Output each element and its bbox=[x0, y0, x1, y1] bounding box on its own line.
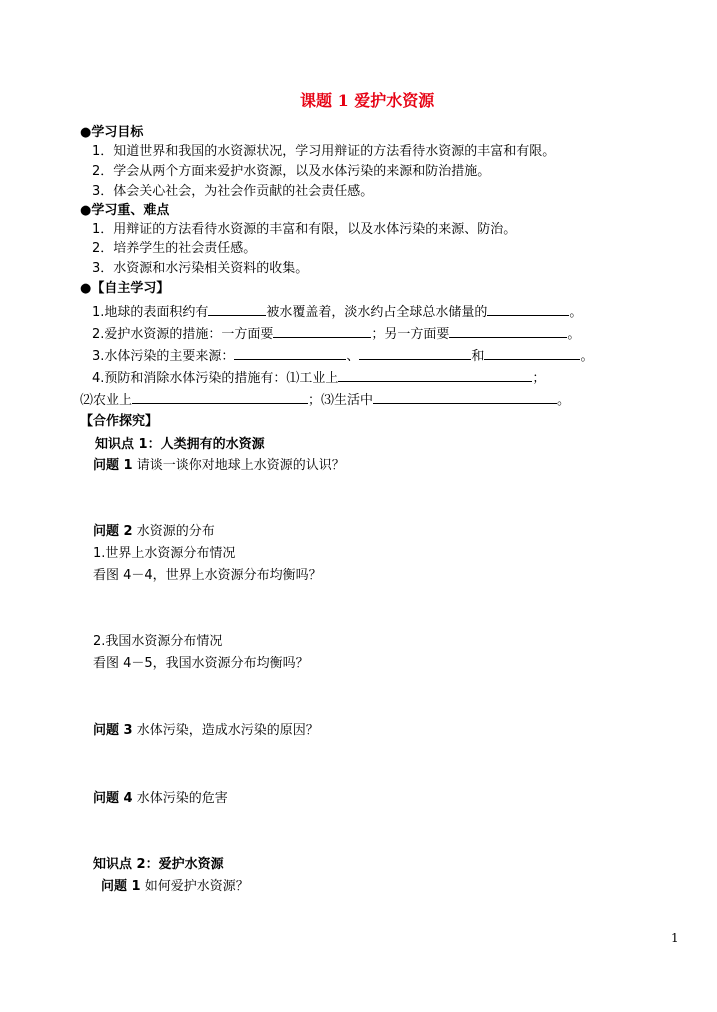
page-number: 1 bbox=[671, 931, 679, 945]
problem-4 bbox=[93, 790, 228, 808]
fill-question-2 bbox=[92, 324, 580, 344]
fill-question-3 bbox=[92, 346, 593, 366]
fill-question-2-part-c: 。 bbox=[567, 327, 581, 342]
problem-2-sub-1: 1.世界上水资源分布情况 bbox=[93, 546, 236, 561]
problem-4-label: 问题 4 bbox=[93, 791, 133, 806]
keypoint-item-1: 1．用辩证的方法看待水资源的丰富和有限，以及水体污染的来源、防治。 bbox=[92, 222, 517, 237]
fill-question-2-part-b: ；另一方面要 bbox=[371, 327, 450, 342]
answer-blank[interactable] bbox=[449, 324, 567, 338]
problem-1-label: 问题 1 bbox=[93, 458, 133, 473]
keypoint-item-3: 3．水资源和水污染相关资料的收集。 bbox=[92, 261, 309, 276]
fill-question-3-part-b: 、 bbox=[346, 349, 360, 364]
problem-5-label: 问题 1 bbox=[101, 879, 141, 894]
fill-question-4-cont-part-a: ⑵农业上 bbox=[80, 393, 133, 408]
goal-item-2: 2．学会从两个方面来爱护水资源，以及水体污染的来源和防治措施。 bbox=[92, 164, 491, 179]
problem-3-label: 问题 3 bbox=[93, 723, 133, 738]
answer-blank[interactable] bbox=[338, 368, 532, 382]
answer-blank[interactable] bbox=[484, 346, 580, 360]
fill-question-4 bbox=[92, 368, 545, 388]
fill-question-4-part-a: 4.预防和消除水体污染的措施有：⑴工业上 bbox=[92, 371, 339, 386]
answer-blank[interactable] bbox=[487, 302, 569, 316]
problem-2-sub-2: 2.我国水资源分布情况 bbox=[93, 634, 223, 649]
fill-question-4-part-b: ； bbox=[532, 371, 546, 386]
fill-question-4-cont bbox=[80, 390, 570, 410]
coop-heading: 【合作探究】 bbox=[80, 414, 159, 429]
goals-heading: ●学习目标 bbox=[80, 125, 144, 140]
problem-3 bbox=[93, 722, 319, 740]
fill-question-1 bbox=[92, 302, 582, 322]
fill-question-1-part-c: 。 bbox=[569, 305, 583, 320]
knowledge-point-2: 知识点 2：爱护水资源 bbox=[93, 857, 224, 872]
fill-question-3-part-c: 和 bbox=[471, 349, 485, 364]
goal-item-1: 1．知道世界和我国的水资源状况，学习用辩证的方法看待水资源的丰富和有限。 bbox=[92, 144, 556, 159]
problem-5 bbox=[101, 878, 249, 896]
fill-question-2-part-a: 2.爱护水资源的措施：一方面要 bbox=[92, 327, 274, 342]
answer-blank[interactable] bbox=[234, 346, 346, 360]
fill-question-4-cont-part-b: ；⑶生活中 bbox=[308, 393, 374, 408]
problem-2-sub-1-question: 看图 4－4，世界上水资源分布均衡吗？ bbox=[93, 568, 322, 583]
fill-question-3-part-d: 。 bbox=[580, 349, 594, 364]
fill-question-4-cont-part-c: 。 bbox=[557, 393, 571, 408]
problem-2 bbox=[93, 523, 215, 541]
problem-4-text: 水体污染的危害 bbox=[136, 791, 228, 806]
problem-2-text: 水资源的分布 bbox=[136, 524, 215, 539]
problem-3-text: 水体污染，造成水污染的原因？ bbox=[136, 723, 319, 738]
answer-blank[interactable] bbox=[373, 390, 557, 404]
problem-2-sub-2-question: 看图 4－5，我国水资源分布均衡吗？ bbox=[93, 656, 309, 671]
fill-question-1-part-a: 1.地球的表面积约有 bbox=[92, 305, 209, 320]
answer-blank[interactable] bbox=[208, 302, 266, 316]
fill-question-1-part-b: 被水覆盖着，淡水约占全球总水储量的 bbox=[266, 305, 488, 320]
problem-2-label: 问题 2 bbox=[93, 524, 133, 539]
keypoint-item-2: 2．培养学生的社会责任感。 bbox=[92, 241, 257, 256]
problem-1-text: 请谈一谈你对地球上水资源的认识？ bbox=[136, 458, 345, 473]
page-title: 课题 1 爱护水资源 bbox=[300, 91, 435, 110]
keypoints-heading: ●学习重、难点 bbox=[80, 203, 170, 218]
answer-blank[interactable] bbox=[273, 324, 371, 338]
answer-blank[interactable] bbox=[132, 390, 308, 404]
goal-item-3: 3．体会关心社会，为社会作贡献的社会责任感。 bbox=[92, 184, 374, 199]
fill-question-3-part-a: 3.水体污染的主要来源： bbox=[92, 349, 235, 364]
problem-1 bbox=[93, 457, 345, 475]
problem-5-text: 如何爱护水资源？ bbox=[144, 879, 249, 894]
self-study-heading: ●【自主学习】 bbox=[80, 281, 170, 296]
knowledge-point-1: 知识点 1：人类拥有的水资源 bbox=[95, 437, 265, 452]
answer-blank[interactable] bbox=[359, 346, 471, 360]
